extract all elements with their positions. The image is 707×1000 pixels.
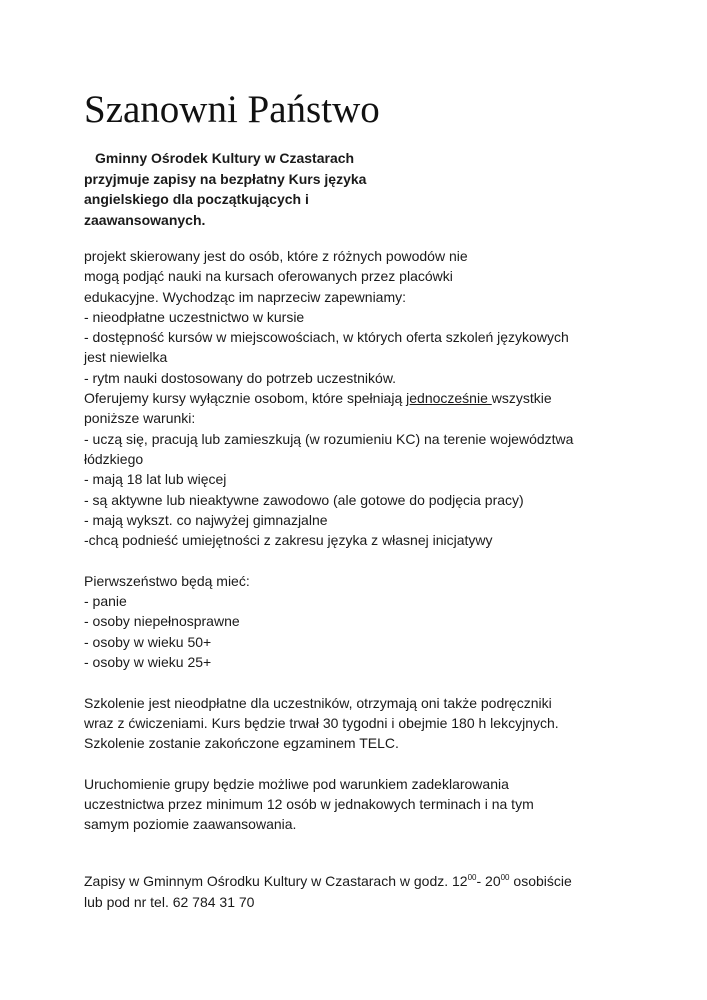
hours-prefix: Zapisy w Gminnym Ośrodku Kultury w Czastarach w godz. 12 — [84, 873, 468, 889]
intro-line: przyjmuje zapisy na bezpłatny Kurs języka — [84, 170, 367, 187]
body-line: - rytm nauki dostosowany do potrzeb uczestników. — [84, 369, 397, 386]
english-union-jack-logo-icon — [462, 104, 622, 232]
condition-line: - mają 18 lat lub więcej — [84, 471, 227, 488]
training-line: Szkolenie zostanie zakończone egzaminem TELC. — [84, 735, 399, 752]
condition-line: - uczą się, pracują lub zamieszkują (w rozumieniu KC) na terenie województwa — [84, 430, 574, 447]
hours-mid: - 20 — [476, 873, 501, 889]
body-line: mogą podjąć nauki na kursach oferowanych przez placówki — [84, 268, 453, 285]
body-line: projekt skierowany jest do osób, które z różnych powodów nie — [84, 248, 468, 264]
page-title: Szanowni Państwo — [84, 88, 380, 131]
phone-line: lub pod nr tel. 62 784 31 70 — [84, 893, 255, 910]
priority-line: - osoby w wieku 25+ — [84, 653, 212, 670]
intro-line: angielskiego dla początkujących i — [84, 191, 309, 207]
intro-line: Gminny Ośrodek Kultury w Czastarach — [95, 150, 355, 166]
body-line: - dostępność kursów w miejscowościach, w których oferta szkoleń językowych — [84, 329, 569, 346]
hours-end-minutes: 00 — [500, 873, 510, 882]
intro-line: zaawansowanych. — [84, 211, 206, 228]
condition-line: łódzkiego — [84, 450, 144, 467]
hours-start-minutes: 00 — [467, 873, 477, 882]
body-line: - nieodpłatne uczestnictwo w kursie — [84, 308, 305, 325]
paragraph-gap — [84, 753, 684, 773]
priority-line: - panie — [84, 593, 127, 610]
condition-line: poniższe warunki: — [84, 410, 196, 427]
condition-line: -chcą podnieść umiejętności z zakresu języka z własnej inicjatywy — [84, 532, 493, 549]
body-line: jest niewielka — [84, 349, 168, 366]
group-line: samym poziomie zaawansowania. — [84, 816, 297, 833]
group-line: Uruchomienie grupy będzie możliwe pod warunkiem zadeklarowania — [84, 775, 509, 792]
offer-underlined-word: jednocześnie — [406, 390, 492, 407]
registration-hours-line — [84, 871, 684, 892]
training-line: Szkolenie jest nieodpłatne dla uczestników, otrzymają oni także podręczniki — [84, 694, 552, 711]
registration-info — [84, 871, 684, 912]
paragraph-gap — [84, 550, 684, 570]
priority-line: - osoby niepełnosprawne — [84, 613, 240, 630]
offer-line — [84, 388, 684, 408]
priority-line: Pierwszeństwo będą mieć: — [84, 572, 250, 589]
offer-suffix: wszystkie — [491, 390, 552, 407]
condition-line: - mają wykszt. co najwyżej gimnazjalne — [84, 511, 328, 528]
priority-line: - osoby w wieku 50+ — [84, 633, 212, 650]
hours-suffix: osobiście — [509, 873, 572, 889]
offer-prefix: Oferujemy kursy wyłącznie osobom, które spełniają — [84, 390, 407, 407]
group-line: uczestnictwa przez minimum 12 osób w jednakowych terminach i na tym — [84, 796, 534, 813]
body-text — [84, 246, 684, 835]
body-line: edukacyjne. Wychodząc im naprzeciw zapewniamy: — [84, 288, 407, 305]
condition-line: - są aktywne lub nieaktywne zawodowo (ale gotowe do podjęcia pracy) — [84, 491, 524, 508]
paragraph-gap — [84, 672, 684, 692]
training-line: wraz z ćwiczeniami. Kurs będzie trwał 30 tygodni i obejmie 180 h lekcyjnych. — [84, 714, 559, 731]
intro-paragraph — [84, 148, 414, 230]
